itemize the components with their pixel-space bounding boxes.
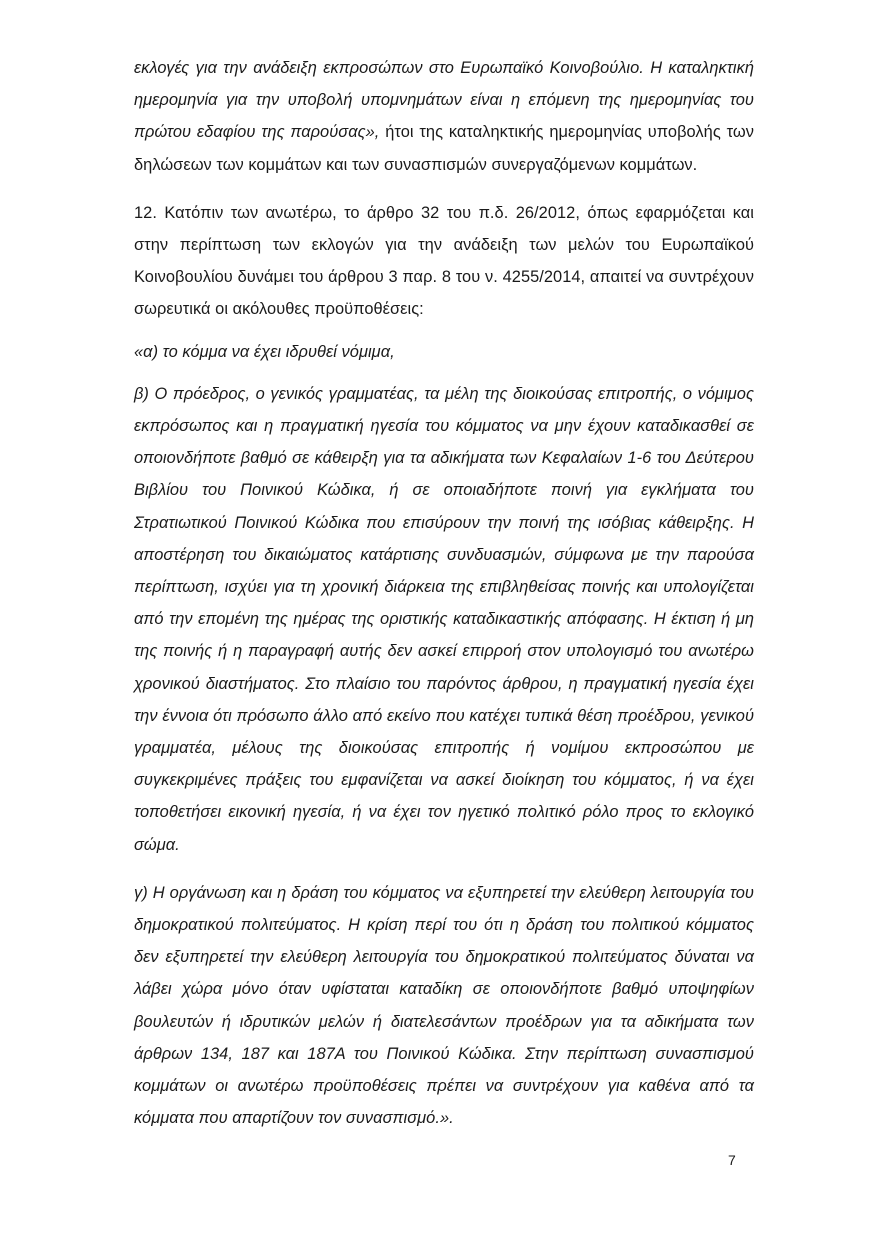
page-number: 7: [728, 1152, 736, 1168]
intro-italic-text: εκλογές για την ανάδειξη εκπροσώπων στο Ευρωπαϊκό Κοινοβούλιο. Η καταληκτική ημερομηνία για την υποβολή υπομνημάτων είναι η επόμενη της ημερομηνίας του πρώτου εδαφίου της παρούσας»,: [134, 59, 754, 142]
item-a: «α) το κόμμα να έχει ιδρυθεί νόμιμα,: [134, 342, 395, 361]
paragraph-12: 12. Κατόπιν των ανωτέρω, το άρθρο 32 του π.δ. 26/2012, όπως εφαρμόζεται και στην περίπτωση των εκλογών για την ανάδειξη των μελών του Ευρωπαϊκού Κοινοβουλίου δυνάμει του άρθρου 3 παρ. 8 του ν. 4255/2014, απαιτεί να συντρέχουν σωρευτικά οι ακόλουθες προϋποθέσεις:: [134, 203, 754, 319]
item-b: β) Ο πρόεδρος, ο γενικός γραμματέας, τα μέλη της διοικούσας επιτροπής, ο νόμιμος εκπρόσωπος και η πραγματική ηγεσία του κόμματος να μην έχουν καταδικασθεί σε οποιονδήποτε βαθμό σε κάθειρξη για τα αδικήματα των Κεφαλαίων 1-6 του Δεύτερου Βιβλίου του Ποινικού Κώδικα, ή σε οποιαδήποτε ποινή για εγκλήματα του Στρατιωτικού Ποινικού Κώδικα που επισύρουν την ποινή της ισόβιας κάθειρξης. Η αποστέρηση του δικαιώματος κατάρτισης συνδυασμών, σύμφωνα με την παρούσα περίπτωση, ισχύει για τη χρονική διάρκεια της επιβληθείσας ποινής και υπολογίζεται από την επομένη της ημέρας της οριστικής καταδικαστικής απόφασης. Η έκτιση ή μη της ποινής ή η παραγραφή αυτής δεν ασκεί επιρροή στον υπολογισμό του ανωτέρω χρονικού διαστήματος. Στο πλαίσιο του παρόντος άρθρου, η πραγματική ηγεσία έχει την έννοια ότι πρόσωπο άλλο από εκείνο που κατέχει τυπικά θέση προέδρου, γενικού γραμματέα, μέλους της διοικούσας επιτροπής ή νομίμου εκπροσώπου με συγκεκριμένες πράξεις του εμφανίζεται να ασκεί διοίκηση του κόμματος, ή να έχει τοποθετήσει εικονική ηγεσία, ή να έχει τον ηγετικό πολιτικό ρόλο προς το εκλογικό σώμα.: [134, 384, 754, 854]
intro-normal-text: ήτοι της καταληκτικής ημερομηνίας υποβολής των δηλώσεων των κομμάτων και των συνασπισμών συνεργαζόμενων κομμάτων.: [134, 123, 754, 174]
item-c: γ) Η οργάνωση και η δράση του κόμματος να εξυπηρετεί την ελεύθερη λειτουργία του δημοκρατικού πολιτεύματος. Η κρίση περί του ότι η δράση του πολιτικού κόμματος δεν εξυπηρετεί την ελεύθερη λειτουργία του δημοκρατικού πολιτεύματος δύναται να λάβει χώρα μόνο όταν υφίσταται καταδίκη σε οποιονδήποτε βαθμό υποψηφίων βουλευτών ή ιδρυτικών μελών ή διατελεσάντων προέδρων για τα αδικήματα των άρθρων 134, 187 και 187Α του Ποινικού Κώδικα. Στην περίπτωση συνασπισμού κομμάτων οι ανωτέρω προϋποθέσεις πρέπει να συντρέχουν για καθένα από τα κόμματα που απαρτίζουν τον συνασπισμό.».: [134, 883, 754, 1128]
document-page: [134, 52, 754, 1135]
intro-paragraph: [134, 52, 754, 181]
